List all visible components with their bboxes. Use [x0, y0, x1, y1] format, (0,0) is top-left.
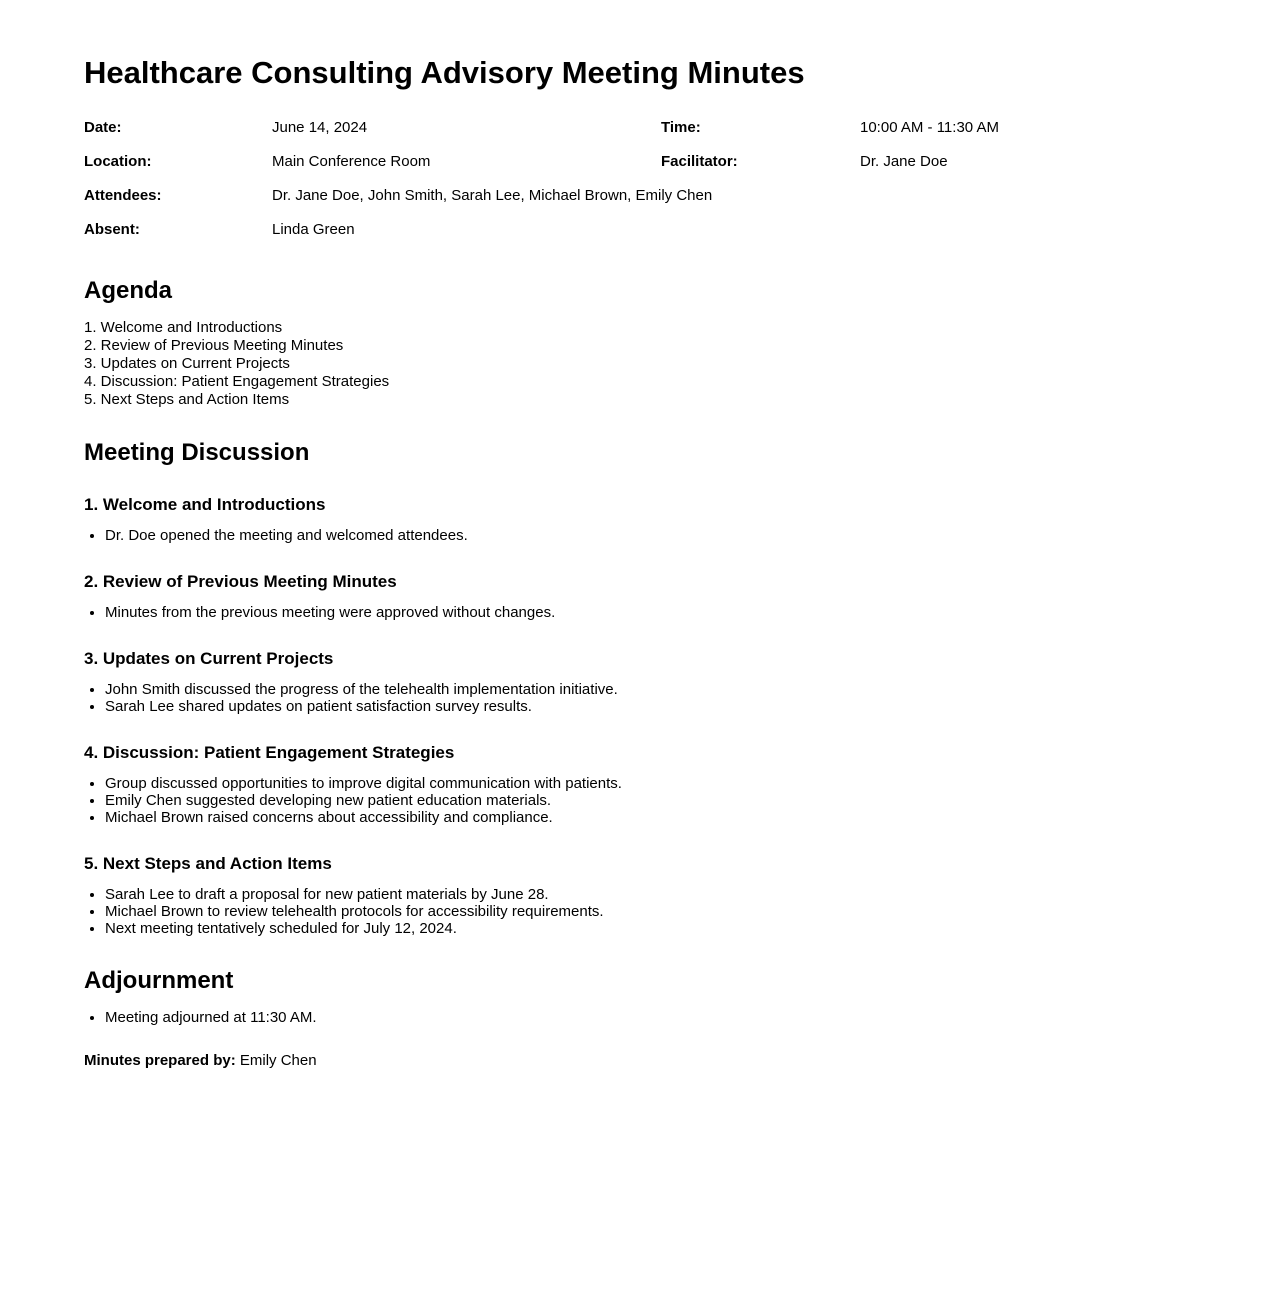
meta-row-date-time [84, 111, 1194, 145]
prepared-by-label: Minutes prepared by: [84, 1052, 236, 1069]
discussion-section-1-heading: 1. Welcome and Introductions [84, 495, 326, 514]
adjournment-bullets [84, 1009, 1194, 1026]
date-label: Date: [84, 119, 122, 136]
bullet-item: • Emily Chen suggested developing new patient education materials. [105, 792, 1194, 809]
agenda-item: 5. Next Steps and Action Items [84, 391, 290, 408]
meta-row-location-facilitator [84, 145, 1194, 179]
location-label: Location: [84, 153, 152, 170]
bullet-item: • Next meeting tentatively scheduled for July 12, 2024. [105, 920, 1194, 937]
agenda-item: 1. Welcome and Introductions [84, 319, 283, 336]
bullet-item: • Michael Brown raised concerns about accessibility and compliance. [105, 809, 1194, 826]
bullet-item: • Meeting adjourned at 11:30 AM. [105, 1009, 1194, 1026]
bullet-item: • Sarah Lee to draft a proposal for new patient materials by June 28. [105, 886, 1194, 903]
time-label: Time: [661, 119, 701, 136]
bullet-item: • John Smith discussed the progress of the telehealth implementation initiative. [105, 681, 1194, 698]
bullet-item: • Michael Brown to review telehealth protocols for accessibility requirements. [105, 903, 1194, 920]
agenda-item: 2. Review of Previous Meeting Minutes [84, 337, 344, 354]
discussion-section-2-heading: 2. Review of Previous Meeting Minutes [84, 572, 397, 591]
time-value: 10:00 AM - 11:30 AM [860, 119, 999, 136]
bullet-item: • Group discussed opportunities to improve digital communication with patients. [105, 775, 1194, 792]
attendees-value: Dr. Jane Doe, John Smith, Sarah Lee, Michael Brown, Emily Chen [272, 187, 713, 204]
date-value: June 14, 2024 [272, 119, 368, 136]
meta-row-attendees [84, 179, 1194, 213]
prepared-by-value: Emily Chen [239, 1052, 317, 1069]
discussion-section-2-bullets [84, 604, 1194, 621]
discussion-section-3-heading: 3. Updates on Current Projects [84, 649, 334, 668]
agenda-list [84, 319, 1194, 409]
meta-row-absent [84, 213, 1194, 247]
location-value: Main Conference Room [272, 153, 431, 170]
facilitator-value: Dr. Jane Doe [860, 153, 948, 170]
discussion-section-5-heading: 5. Next Steps and Action Items [84, 854, 332, 873]
absent-label: Absent: [84, 221, 140, 238]
bullet-item: • Dr. Doe opened the meeting and welcomed attendees. [105, 527, 1194, 544]
attendees-label: Attendees: [84, 187, 162, 204]
agenda-item: 4. Discussion: Patient Engagement Strategies [84, 373, 390, 390]
bullet-item: • Sarah Lee shared updates on patient satisfaction survey results. [105, 698, 1194, 715]
bullet-item: • Minutes from the previous meeting were approved without changes. [105, 604, 1194, 621]
adjournment-heading: Adjournment [84, 967, 234, 994]
agenda-heading: Agenda [84, 277, 173, 304]
absent-value: Linda Green [272, 221, 355, 238]
discussion-section-5-bullets [84, 886, 1194, 937]
discussion-section-1-bullets [84, 527, 1194, 544]
discussion-section-4-bullets [84, 775, 1194, 826]
discussion-heading: Meeting Discussion [84, 439, 310, 466]
facilitator-label: Facilitator: [661, 153, 738, 170]
discussion-section-4-heading: 4. Discussion: Patient Engagement Strategies [84, 743, 455, 762]
agenda-item: 3. Updates on Current Projects [84, 355, 290, 372]
page-title: Healthcare Consulting Advisory Meeting Minutes [84, 55, 805, 90]
meta-table [84, 111, 1194, 247]
prepared-by-line [84, 1052, 1194, 1070]
discussion-section-3-bullets [84, 681, 1194, 715]
